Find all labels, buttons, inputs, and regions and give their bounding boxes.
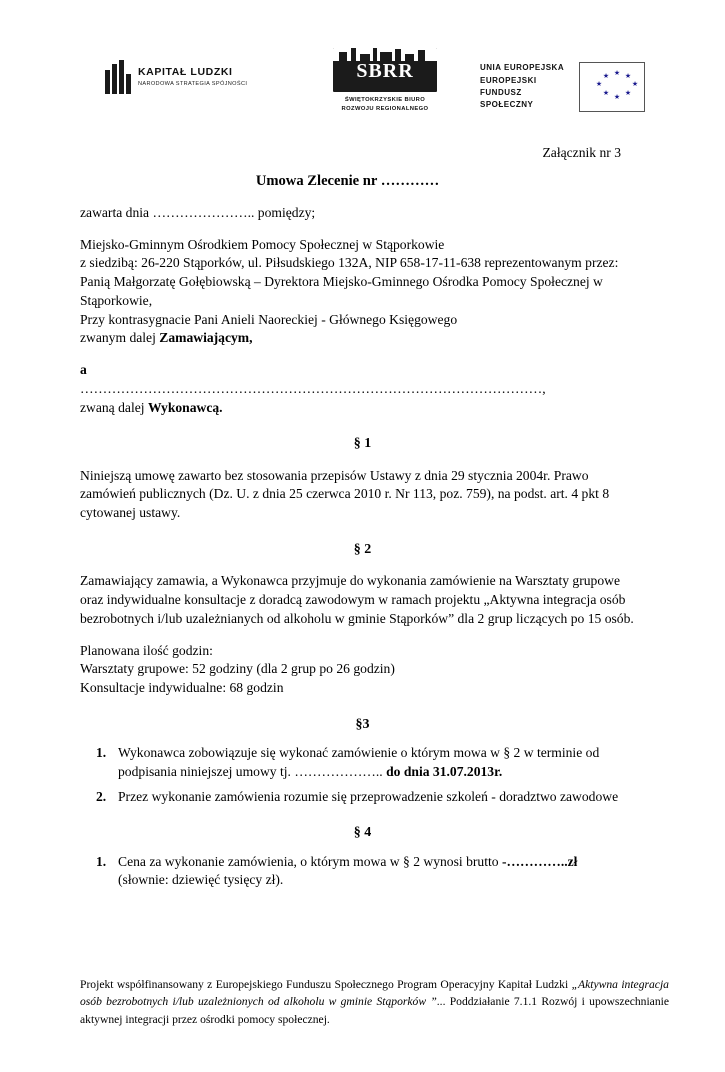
sbrr-wordmark: SBRR xyxy=(356,60,414,82)
sbrr-caption-line2: ROZWOJU REGIONALNEGO xyxy=(341,105,429,112)
logo-bar xyxy=(80,48,645,126)
section-4-mark: § 4 xyxy=(353,825,372,841)
wykonawca-prefix: zwaną dalej xyxy=(80,399,148,415)
list-item xyxy=(96,744,645,782)
document-footer xyxy=(80,976,669,1028)
wykonawca-bold: Wykonawcą. xyxy=(147,399,223,415)
wykonawca-line xyxy=(80,399,645,418)
eu-line-1: UNIA EUROPEJSKA xyxy=(480,63,565,73)
party-line-3: Panią Małgorzatę Gołębiowską – Dyrektora Miejsko-Gminnego Ośrodka Pomocy Społecznej w Stąporkowie, xyxy=(80,274,603,308)
sbrr-mark-icon xyxy=(333,48,437,92)
section-2-paragraph-3: Warsztaty grupowe: 52 godziny (dla 2 grup po 26 godzin) xyxy=(80,661,395,677)
party-line-1: Miejsko-Gminnym Ośrodkiem Pomocy Społecznej w Stąporkowie xyxy=(80,236,445,252)
page-title: Umowa Zlecenie nr ………… xyxy=(255,172,440,189)
section-1-mark: § 1 xyxy=(353,436,372,452)
section-4-item-1-number: 1. xyxy=(96,853,107,869)
kapital-ludzki-mark-icon xyxy=(105,60,131,94)
annex-label: Załącznik nr 3 xyxy=(542,145,621,160)
document-body xyxy=(80,144,645,890)
eu-flag-icon: ★ ★ ★ ★ ★ ★ ★ ★ xyxy=(579,62,645,112)
section-3-mark: §3 xyxy=(355,716,370,732)
eu-logo xyxy=(480,62,645,112)
party-line-2: z siedzibą: 26-220 Stąporków, ul. Piłsudskiego 132A, NIP 658-17-11-638 reprezentowanym przez: xyxy=(80,255,619,271)
kapital-ludzki-logo xyxy=(105,60,247,94)
section-3-item-1-bold: do dnia 31.07.2013r. xyxy=(386,763,503,779)
eu-line-2: EUROPEJSKI xyxy=(480,75,537,85)
footer-line-2-rest: ... Poddziałanie 7.1.1 Rozwój i upowszechnianie aktywnej integracji przez ośrodki pomocy społecznej. xyxy=(80,995,669,1026)
section-3-list xyxy=(80,744,645,806)
section-4-item-1-after: (słownie: dziewięć tysięcy zł). xyxy=(118,872,284,888)
section-1-paragraph-1: Niniejszą umowę zawarto bez stosowania przepisów Ustawy z dnia 29 stycznia 2004r. Prawo zamówień publicznych (Dz. U. z dnia 25 czerwca 2010 r. Nr 113, poz. 759), na podst. art. 4 pkt 8 cytowanej ustawy. xyxy=(80,467,610,521)
party-line-4: Przy kontrasygnacie Pani Anieli Naoreckiej - Głównego Księgowego xyxy=(80,311,458,327)
section-2-mark: § 2 xyxy=(353,541,372,557)
zamawiajacy-bold: Zamawiającym, xyxy=(159,330,253,346)
sbrr-caption-line1: ŚWIĘTOKRZYSKIE BIURO xyxy=(344,97,426,103)
section-2-paragraph-2: Planowana ilość godzin: xyxy=(80,642,213,658)
zamawiajacy-line xyxy=(80,329,645,348)
list-item xyxy=(96,853,645,891)
section-4-list xyxy=(80,853,645,891)
eu-line-3: FUNDUSZ SPOŁECZNY xyxy=(480,88,534,110)
section-3-item-1-text: Wykonawca zobowiązuje się wykonać zamówienie o którym mowa w § 2 w terminie od podpisania niniejszej umowy tj. ……………….. xyxy=(118,745,600,779)
document-page xyxy=(0,48,725,1072)
a-letter xyxy=(80,361,645,380)
section-3-item-2-number: 2. xyxy=(96,788,107,804)
section-3-item-1-number: 1. xyxy=(96,745,107,761)
intro-line: zawarta dnia ………………….. pomiędzy; xyxy=(80,204,316,220)
section-3-item-2-text: Przez wykonanie zamówienia rozumie się przeprowadzenie szkoleń - doradztwo zawodowe xyxy=(118,788,619,804)
section-4-item-1-bold: -…………..zł xyxy=(501,853,578,869)
kapital-ludzki-subtitle: NARODOWA STRATEGIA SPÓJNOŚCI xyxy=(138,81,248,88)
a-letter-text: a xyxy=(80,362,87,378)
kapital-ludzki-title: KAPITAŁ LUDZKI xyxy=(138,65,233,78)
footer-line-1: Projekt współfinansowany z Europejskiego Funduszu Społecznego Program Operacyjny Kapitał Ludzki xyxy=(80,977,569,991)
section-2-paragraph-4: Konsultacje indywidualne: 68 godzin xyxy=(80,680,284,695)
section-4-item-1-text: Cena za wykonanie zamówienia, o którym mowa w § 2 wynosi brutto xyxy=(118,853,502,869)
footer-line-2-italic: „Aktywna integracja osób bezrobotnych i/lub uzależnionych od alkoholu w gminie Stąporków ” xyxy=(80,977,669,1009)
dots-line: …………………………………………………………………………………………, xyxy=(80,380,546,396)
zamawiajacy-prefix: zwanym dalej xyxy=(80,330,160,346)
list-item xyxy=(96,788,645,807)
sbrr-logo xyxy=(325,48,445,113)
section-2-paragraph-1: Zamawiający zamawia, a Wykonawca przyjmuje do wykonania zamówienie na Warsztaty grupowe oraz indywidualne konsultacje z doradcą zawodowym w ramach projektu „Aktywna integracja osób bezrobotnych i/lub uzależnianych od alkoholu w gminie Stąporków” dla 2 grup liczących po 15 osób. xyxy=(80,573,634,626)
